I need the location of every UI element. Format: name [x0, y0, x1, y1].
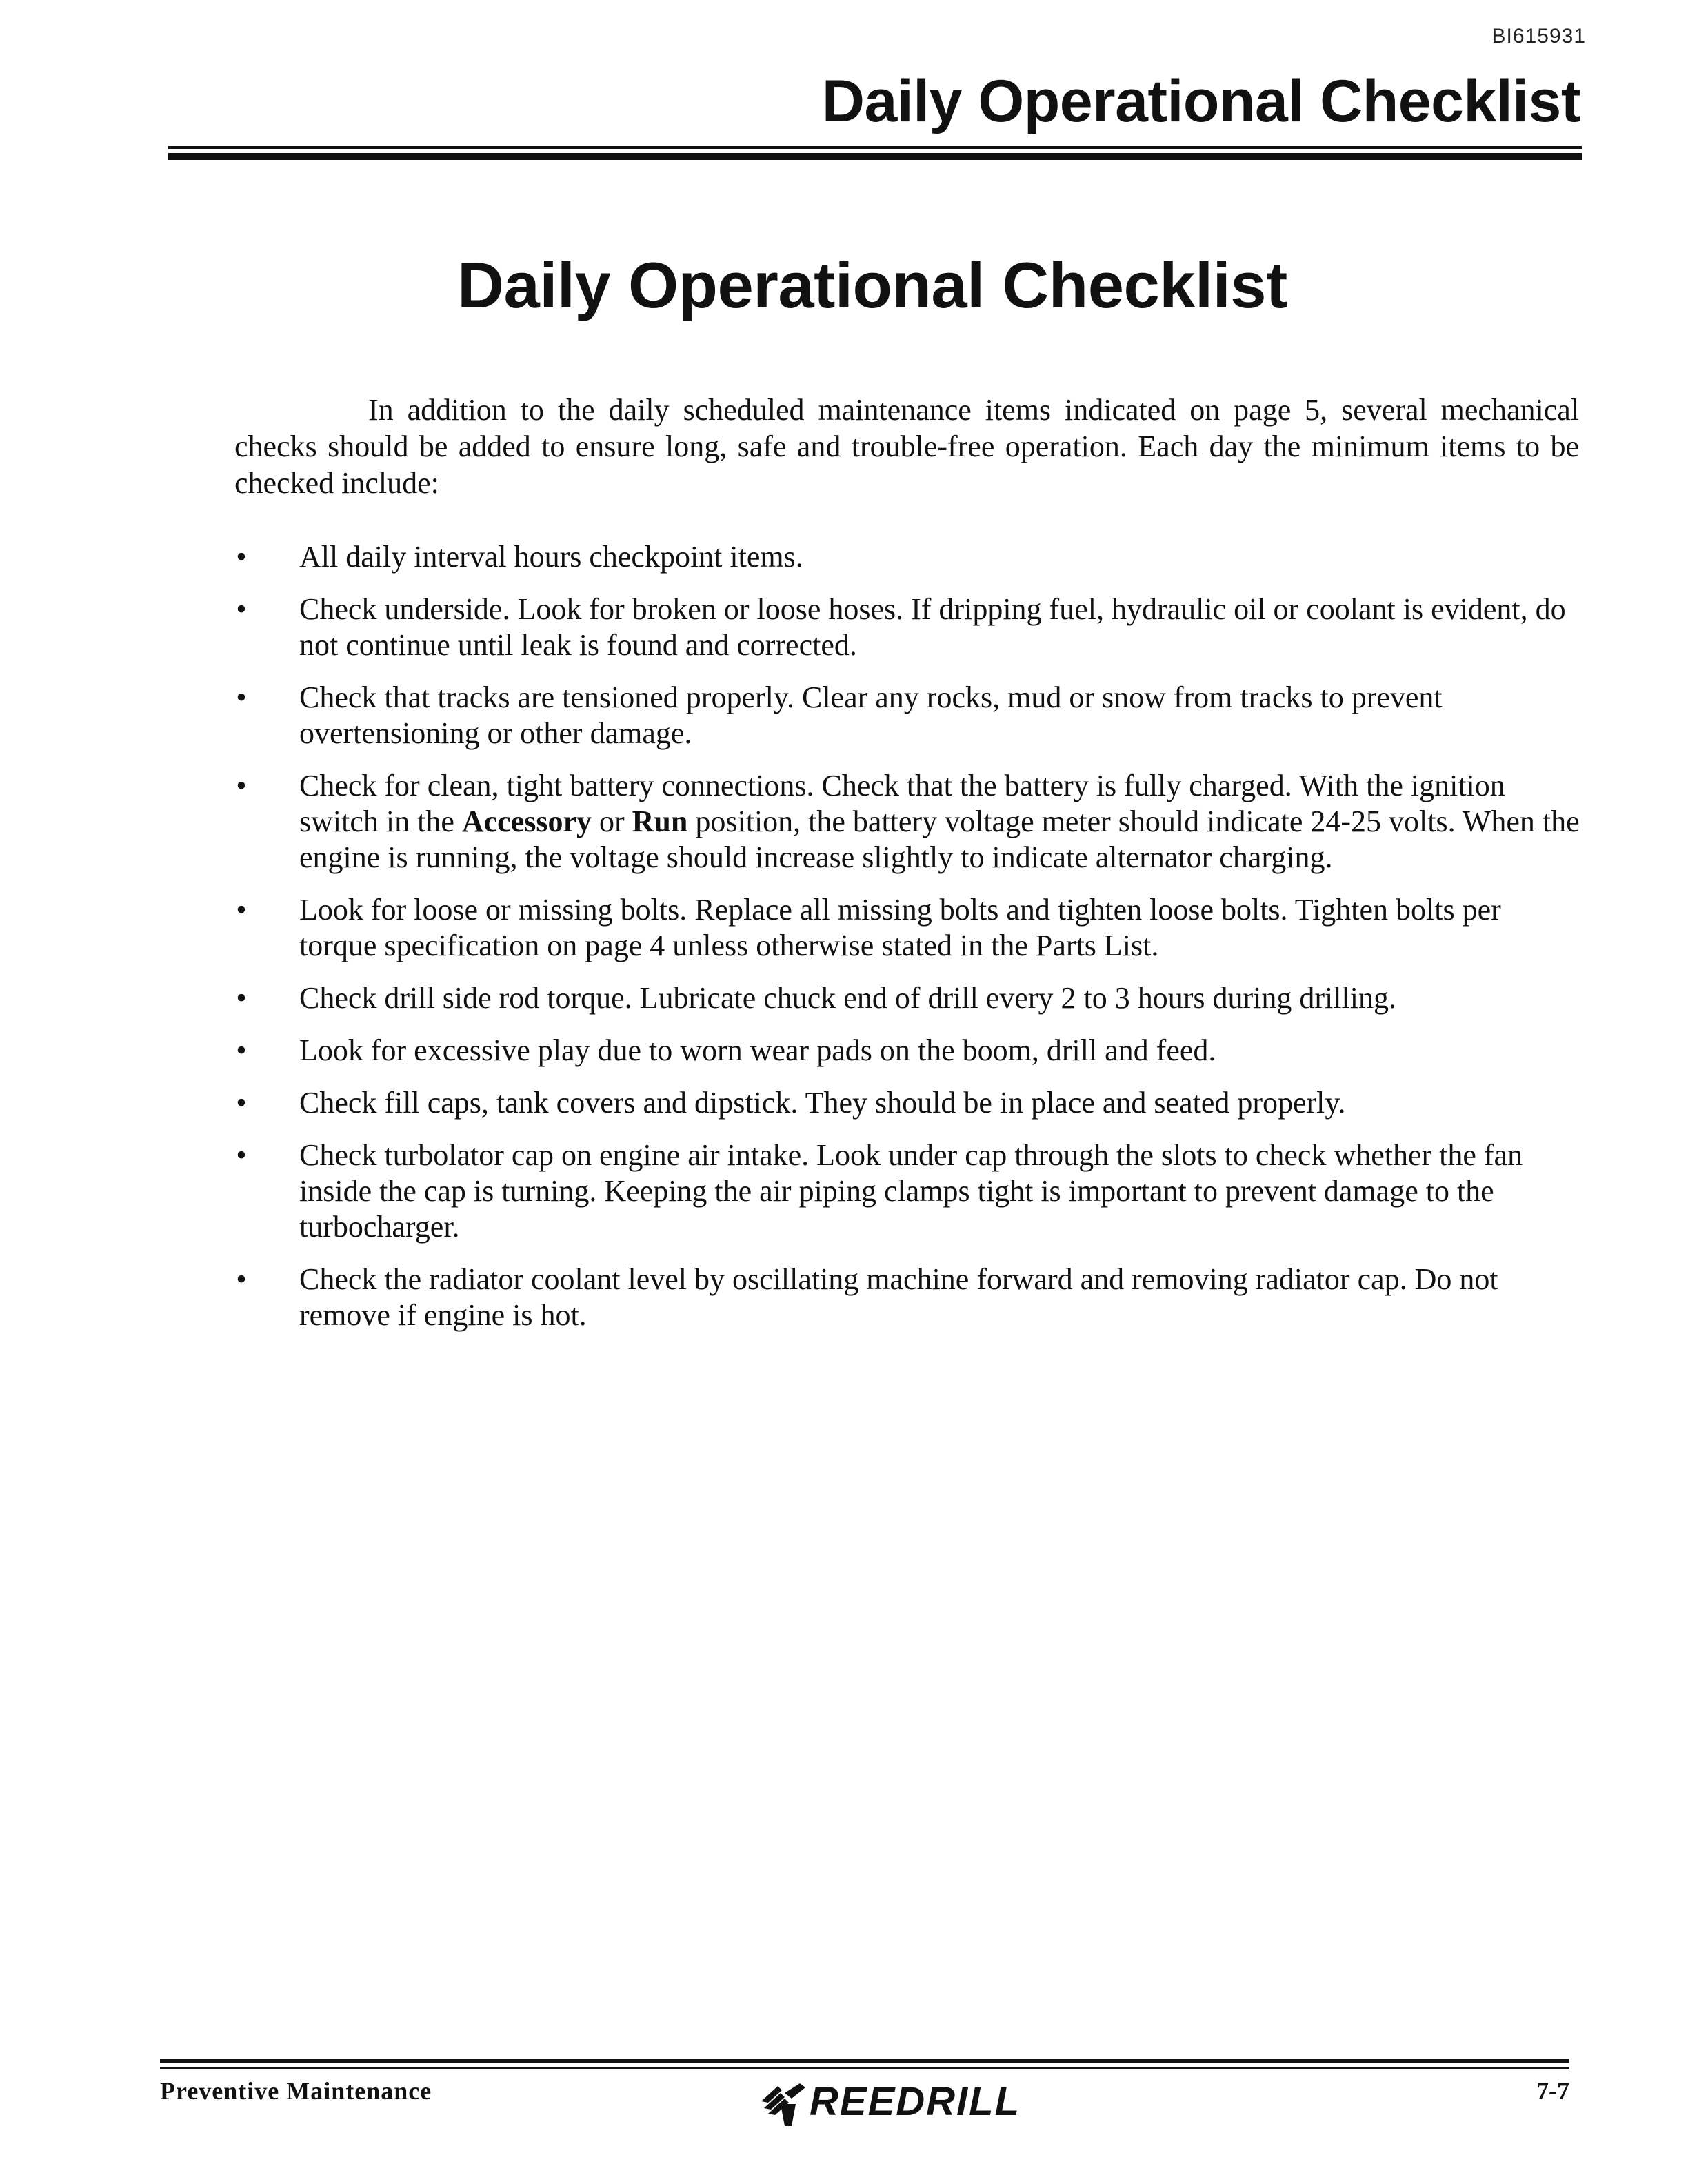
bullet-icon	[234, 1138, 248, 1173]
bullet-icon	[234, 980, 248, 1016]
checklist-item-text: Check turbolator cap on engine air intake. Look under cap through the slots to check whether the fan inside the cap is turning. Keeping the air piping clamps tight is important to prevent damage to the turbocharger.	[299, 1138, 1523, 1244]
checklist-item	[234, 980, 1586, 1016]
page-number: 7-7	[1536, 2077, 1569, 2105]
battery-text-part-3: position, the battery voltage meter should indicate 24-25 volts. When the engine is running, the voltage should increase slightly to indicate alternator charging.	[299, 805, 1580, 874]
footer-rule-thin	[160, 2067, 1569, 2069]
battery-text-part-1: Check for clean, tight battery connections. Check that the battery is fully charged. With the ignition switch in the	[299, 769, 1505, 838]
checklist-item-text: Check underside. Look for broken or loose hoses. If dripping fuel, hydraulic oil or coolant is evident, do not continue until leak is found and corrected.	[299, 592, 1566, 662]
checklist-item-text: All daily interval hours checkpoint items.	[299, 540, 803, 574]
checklist-item	[234, 1033, 1586, 1069]
bullet-icon	[234, 539, 248, 575]
header-rule-thin	[168, 146, 1582, 149]
bullet-icon	[234, 892, 248, 928]
footer-rule-thick	[160, 2059, 1569, 2063]
checklist-item	[234, 1085, 1586, 1121]
checklist-item-text: Check drill side rod torque. Lubricate chuck end of drill every 2 to 3 hours during drilling.	[299, 981, 1396, 1015]
header-rule-thick	[168, 153, 1582, 160]
bullet-icon	[234, 1033, 248, 1069]
bullet-icon	[234, 1262, 248, 1297]
checklist-item-text: Check that tracks are tensioned properly. Clear any rocks, mud or snow from tracks to prevent overtensioning or other damage.	[299, 680, 1443, 750]
run-term: Run	[632, 805, 688, 838]
bullet-icon	[234, 768, 248, 804]
reedrill-logo	[757, 2074, 1021, 2129]
checklist-item	[234, 768, 1586, 876]
checklist-item	[234, 680, 1586, 751]
checklist-item	[234, 1262, 1586, 1333]
checklist-item	[234, 1138, 1586, 1245]
checklist-item-text: Check the radiator coolant level by oscillating machine forward and removing radiator cap. Do not remove if engine is hot.	[299, 1262, 1498, 1332]
checklist-item-text: Look for excessive play due to worn wear pads on the boom, drill and feed.	[299, 1033, 1216, 1067]
running-title: Daily Operational Checklist	[821, 68, 1580, 134]
checklist-item	[234, 892, 1586, 964]
bullet-icon	[234, 592, 248, 627]
footer-section-name: Preventive Maintenance	[160, 2077, 432, 2105]
intro-paragraph: In addition to the daily scheduled maintenance items indicated on page 5, several mechanical checks should be added to ensure long, safe and trouble-free operation. Each day the minimum items to be checked include:	[234, 393, 1579, 500]
bullet-icon	[234, 1085, 248, 1121]
page-title: Daily Operational Checklist	[457, 249, 1287, 321]
checklist-item	[234, 539, 1586, 575]
checklist-item	[234, 592, 1586, 663]
battery-text-part-2: or	[592, 805, 632, 838]
document-id: BI615931	[1491, 25, 1586, 48]
accessory-term: Accessory	[461, 805, 592, 838]
drill-bit-icon	[757, 2074, 812, 2129]
checklist-item-text: Check fill caps, tank covers and dipstick. They should be in place and seated properly.	[299, 1086, 1346, 1120]
checklist-item-text: Look for loose or missing bolts. Replace all missing bolts and tighten loose bolts. Tighten bolts per torque specification on page 4 unless otherwise stated in the Parts List.	[299, 893, 1501, 962]
logo-wordmark: REEDRILL	[810, 2079, 1021, 2124]
bullet-icon	[234, 680, 248, 716]
checklist-item-text	[299, 769, 1580, 874]
checklist	[234, 539, 1586, 1350]
